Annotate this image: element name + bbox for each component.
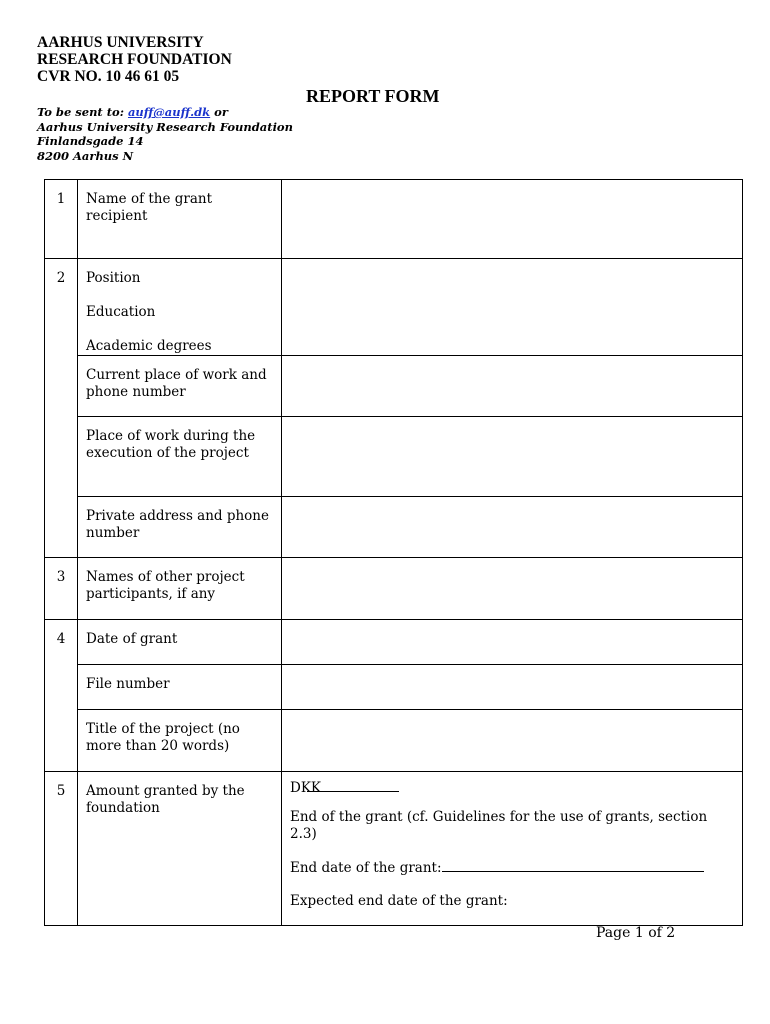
field-label-amount-granted: Amount granted by the foundation [78, 772, 282, 926]
current-work-field[interactable] [282, 356, 743, 417]
amount-row [290, 780, 734, 797]
report-form-table [44, 179, 743, 926]
page-number: Page 1 of 2 [596, 925, 676, 941]
table-row [45, 417, 743, 497]
end-date-row [290, 860, 734, 877]
field-label-degrees: Academic degrees [86, 338, 212, 354]
amount-input-line[interactable] [307, 791, 399, 792]
file-number-field[interactable] [282, 665, 743, 710]
end-of-grant-text: End of the grant (cf. Guidelines for the use of grants, section 2.3) [290, 809, 708, 842]
address-line1: Aarhus University Research Foundation [37, 119, 293, 134]
table-row [45, 259, 743, 356]
row-number: 5 [45, 772, 78, 926]
position-education-field[interactable] [282, 259, 743, 356]
table-row [45, 665, 743, 710]
field-label-project-work: Place of work during the execution of the project [78, 417, 282, 497]
expected-end-date-label: Expected end date of the grant: [290, 893, 508, 909]
participants-field[interactable] [282, 558, 743, 620]
send-to-suffix: or [210, 105, 228, 119]
date-of-grant-field[interactable] [282, 620, 743, 665]
field-label-date-of-grant: Date of grant [78, 620, 282, 665]
amount-granted-cell [282, 772, 743, 926]
field-label-current-work: Current place of work and phone number [78, 356, 282, 417]
table-row [45, 180, 743, 259]
currency-label: DKK [290, 780, 321, 796]
table-row [45, 620, 743, 665]
org-name-line1: AARHUS UNIVERSITY [37, 34, 204, 51]
field-label-file-number: File number [78, 665, 282, 710]
project-work-field[interactable] [282, 417, 743, 497]
send-to-block [37, 105, 293, 163]
table-row [45, 497, 743, 558]
table-row [45, 356, 743, 417]
end-date-label: End date of the grant: [290, 860, 442, 876]
email-link[interactable]: auff@auff.dk [127, 105, 211, 119]
table-row [45, 558, 743, 620]
grant-recipient-field[interactable] [282, 180, 743, 259]
address-line3: 8200 Aarhus N [37, 148, 134, 163]
field-label-grant-recipient: Name of the grant recipient [78, 180, 282, 259]
send-to-line [37, 105, 293, 120]
field-label-position: Position [86, 270, 141, 286]
field-label-participants: Names of other project participants, if any [78, 558, 282, 620]
end-date-input-line[interactable] [442, 871, 704, 872]
row-number: 1 [45, 180, 78, 259]
field-label-position-education-degrees [78, 259, 282, 356]
address-line2: Finlandsgade 14 [37, 134, 144, 148]
field-label-private-address: Private address and phone number [78, 497, 282, 558]
form-title: REPORT FORM [306, 86, 440, 106]
field-label-education: Education [86, 304, 156, 320]
project-title-field[interactable] [282, 710, 743, 772]
table-row [45, 710, 743, 772]
org-cvr-number: CVR NO. 10 46 61 05 [37, 68, 180, 85]
organization-header [37, 34, 232, 85]
row-number: 4 [45, 620, 78, 772]
table-row [45, 772, 743, 926]
org-name-line2: RESEARCH FOUNDATION [37, 51, 232, 68]
field-label-project-title: Title of the project (no more than 20 words) [78, 710, 282, 772]
row-number: 2 [45, 259, 78, 558]
private-address-field[interactable] [282, 497, 743, 558]
row-number: 3 [45, 558, 78, 620]
send-to-prefix: To be sent to: [37, 105, 128, 119]
